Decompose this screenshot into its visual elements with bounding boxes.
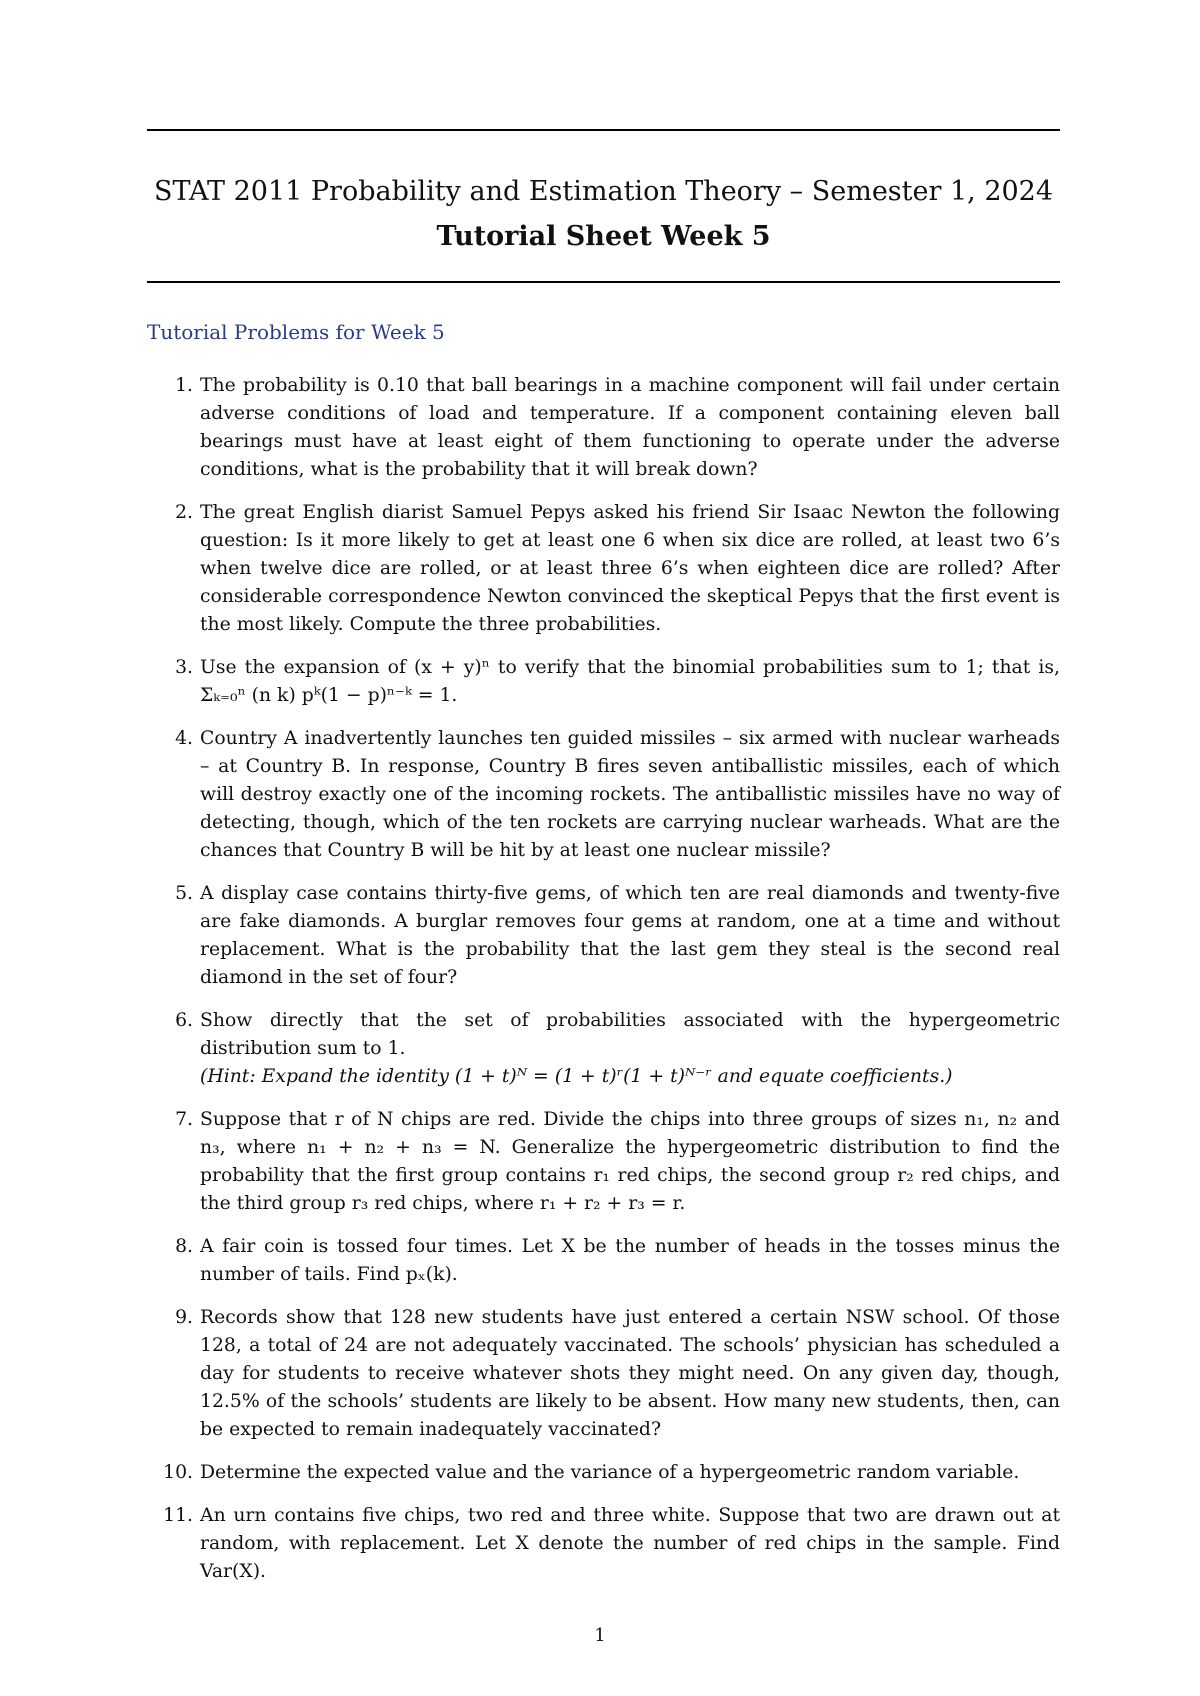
problem-text: A display case contains thirty-five gems, of which ten are real diamonds and twenty-five are fake diamonds. A burglar removes four gems at random, one at a time and without replacement. What is the probability that the last gem they steal is the second real diamond in the set of four? <box>200 883 1060 988</box>
problem-item <box>147 1007 1060 1091</box>
problem-number: 5. <box>175 883 193 904</box>
problem-text: Country A inadvertently launches ten guided missiles – six armed with nuclear warheads – at Country B. In response, Country B fires seven antiballistic missiles, each of which will destroy exactly one of the incoming rockets. The antiballistic missiles have no way of detecting, though, which of the ten rockets are carrying nuclear warheads. What are the chances that Country B will be hit by at least one nuclear missile? <box>200 728 1060 861</box>
problem-list <box>147 372 1060 1601</box>
problem-number: 8. <box>175 1236 193 1257</box>
problem-number: 3. <box>175 657 193 678</box>
problem-item <box>147 1106 1060 1218</box>
course-title: STAT 2011 Probability and Estimation Theory – Semester 1, 2024 <box>153 176 1054 207</box>
problem-text: Use the expansion of (x + y)ⁿ to verify that the binomial probabilities sum to 1; that is, Σₖ₌₀ⁿ (n k) pᵏ(1 − p)ⁿ⁻ᵏ = 1. <box>200 657 1060 706</box>
problem-text: Suppose that r of N chips are red. Divide the chips into three groups of sizes n₁, n₂ and n₃, where n₁ + n₂ + n₃ = N. Generalize the hypergeometric distribution to find the probability that the first group contains r₁ red chips, the second group r₂ red chips, and the third group r₃ red chips, where r₁ + r₂ + r₃ = r. <box>200 1109 1060 1214</box>
problem-item <box>147 1459 1060 1487</box>
problem-item <box>147 499 1060 639</box>
problem-item <box>147 654 1060 710</box>
problem-item <box>147 372 1060 484</box>
problem-hint: (Hint: Expand the identity (1 + t)ᴺ = (1 + t)ʳ(1 + t)ᴺ⁻ʳ and equate coefficients.) <box>200 1066 953 1087</box>
problem-number: 6. <box>175 1010 193 1031</box>
sheet-title: Tutorial Sheet Week 5 <box>436 221 771 252</box>
problem-item <box>147 1304 1060 1444</box>
problem-text: Determine the expected value and the variance of a hypergeometric random variable. <box>200 1462 1020 1483</box>
problem-number: 7. <box>175 1109 193 1130</box>
problem-text: Records show that 128 new students have just entered a certain NSW school. Of those 128, a total of 24 are not adequately vaccinated. The schools’ physician has scheduled a day for students to receive whatever shots they might need. On any given day, though, 12.5% of the schools’ students are likely to be absent. How many new students, then, can be expected to remain inadequately vaccinated? <box>200 1307 1060 1440</box>
problem-number: 2. <box>175 502 193 523</box>
problem-text: Show directly that the set of probabilities associated with the hypergeometric distribution sum to 1. <box>200 1010 1060 1059</box>
bottom-rule <box>147 281 1060 283</box>
problem-text: The probability is 0.10 that ball bearings in a machine component will fail under certain adverse conditions of load and temperature. If a component containing eleven ball bearings must have at least eight of them functioning to operate under the adverse conditions, what is the probability that it will break down? <box>200 375 1060 480</box>
problem-number: 4. <box>175 728 193 749</box>
problem-text: An urn contains five chips, two red and three white. Suppose that two are drawn out at random, with replacement. Let X denote the number of red chips in the sample. Find Var(X). <box>200 1505 1060 1582</box>
section-heading: Tutorial Problems for Week 5 <box>147 320 445 344</box>
top-rule <box>147 129 1060 131</box>
problem-item <box>147 725 1060 865</box>
problem-item <box>147 1233 1060 1289</box>
problem-item <box>147 880 1060 992</box>
problem-number: 10. <box>163 1462 193 1483</box>
problem-number: 11. <box>163 1505 193 1526</box>
problem-number: 9. <box>175 1307 193 1328</box>
problem-text: A fair coin is tossed four times. Let X be the number of heads in the tosses minus the number of tails. Find pₓ(k). <box>200 1236 1060 1285</box>
problem-number: 1. <box>175 375 193 396</box>
problem-text: The great English diarist Samuel Pepys asked his friend Sir Isaac Newton the following question: Is it more likely to get at least one 6 when six dice are rolled, at least two 6’s when twelve dice are rolled, or at least three 6’s when eighteen dice are rolled? After considerable correspondence Newton convinced the skeptical Pepys that the first event is the most likely. Compute the three probabilities. <box>200 502 1060 635</box>
page-number: 1 <box>594 1625 606 1646</box>
problem-item <box>147 1502 1060 1586</box>
